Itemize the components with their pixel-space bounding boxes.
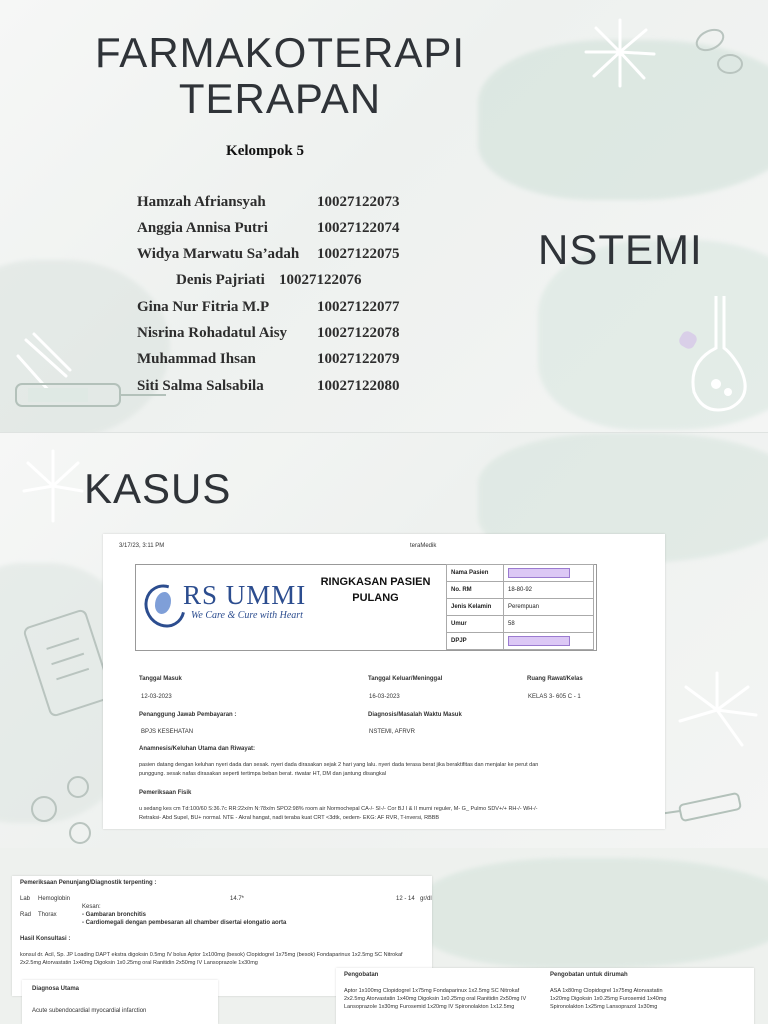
rad-finding: - Cardiomegali dengan pembesaran all chamber disertai elongatio aorta bbox=[82, 920, 287, 926]
diagnosis-heading: Diagnosa Utama bbox=[32, 986, 80, 992]
member-id: 10027122074 bbox=[317, 220, 400, 236]
pill-icon bbox=[690, 20, 750, 80]
title-slide bbox=[0, 0, 768, 432]
member-name: Gina Nur Fitria M.P bbox=[137, 299, 270, 315]
lab-unit: gr/dl bbox=[420, 896, 432, 902]
penanggung-value: BPJS KESEHATAN bbox=[141, 729, 194, 735]
hospital-tagline: We Care & Cure with Heart bbox=[191, 610, 303, 621]
table-row bbox=[447, 599, 594, 616]
lab-item: Hemoglobin bbox=[38, 896, 71, 902]
member-id: 10027122073 bbox=[317, 194, 400, 210]
lab-value: 14.7* bbox=[230, 896, 245, 902]
rad-label: Rad bbox=[20, 912, 32, 918]
hospital-name: RS UMMI bbox=[183, 580, 307, 610]
slide-title: KASUS bbox=[84, 465, 232, 512]
ruang-value: KELAS 3- 605 C - 1 bbox=[528, 694, 581, 700]
member-id: 10027122080 bbox=[317, 378, 400, 394]
watercolor-wash bbox=[420, 858, 768, 968]
redacted-field bbox=[508, 568, 570, 578]
diagnostic-heading: Pemeriksaan Penunjang/Diagnostik terpenting : bbox=[20, 880, 157, 886]
rumah-text: Spironolakton 1x25mg Lansoprazol 1x30mg bbox=[550, 1004, 658, 1010]
topic-title: NSTEMI bbox=[538, 226, 703, 273]
member-name: Anggia Annisa Putri bbox=[137, 220, 268, 236]
tanggal-masuk-label: Tanggal Masuk bbox=[139, 676, 182, 682]
info-label: DPJP bbox=[447, 633, 504, 650]
rumah-label: Pengobatan untuk dirumah bbox=[550, 972, 628, 978]
member-id: 10027122075 bbox=[317, 246, 400, 262]
summary-title bbox=[318, 574, 433, 606]
table-row bbox=[447, 565, 594, 582]
member-name: Siti Salma Salsabila bbox=[137, 378, 264, 394]
app-name: teraMedik bbox=[410, 543, 437, 549]
discharge-summary-document bbox=[103, 534, 665, 829]
lab-label: Lab bbox=[20, 896, 31, 902]
medication-document bbox=[336, 968, 754, 1024]
rumah-text: ASA 1x80mg Clopidogrel 1x75mg Atorvastatin bbox=[550, 988, 663, 994]
table-row bbox=[447, 616, 594, 633]
penanggung-label: Penanggung Jawab Pembayaran : bbox=[139, 712, 237, 718]
pill-icon bbox=[20, 769, 110, 849]
konsul-text: konsul dr. Acil, Sp. JP Loading DAPT ekstra digoksin 0.5mg IV bolus Aptor 1x100mg (besok) Clopidogrel 1x75mg (besok) Fondaparinux 1x2.5mg SC Nitrokaf bbox=[20, 952, 403, 958]
member-id: 10027122078 bbox=[317, 325, 400, 341]
pengobatan-text: 2x2.5mg Atorvastatin 1x40mg Digoksin 1x0.25mg oral Ranitidin 2x50mg IV bbox=[344, 996, 527, 1002]
case-slide bbox=[0, 432, 768, 849]
member-name: Muhammad Ihsan bbox=[137, 351, 256, 367]
diagnosis-value: Acute subendocardial myocardial infarction bbox=[32, 1008, 147, 1014]
info-value: 58 bbox=[504, 616, 594, 633]
diagnosis-value: NSTEMI, AFRVR bbox=[369, 729, 415, 735]
info-value: Perempuan bbox=[504, 599, 594, 616]
flask-icon bbox=[668, 292, 764, 422]
print-timestamp: 3/17/23, 3:11 PM bbox=[119, 543, 165, 549]
pengobatan-text: Aptor 1x100mg Clopidogrel 1x75mg Fondaparinux 1x2.5mg SC Nitrokaf bbox=[344, 988, 520, 994]
pemeriksaan-label: Pemeriksaan Fisik bbox=[139, 790, 192, 796]
konsul-label: Hasil Konsultasi : bbox=[20, 936, 71, 942]
table-row bbox=[447, 582, 594, 599]
info-label: Nama Pasien bbox=[447, 565, 504, 582]
summary-title-line: RINGKASAN PASIEN bbox=[320, 576, 431, 588]
anamnesis-text: punggung. sesak nafas dirasakan seperti tertimpa beban berat. riwatar HT, DM dan jantung disangkal bbox=[139, 771, 387, 777]
anamnesis-text: pasien datang dengan keluhan nyeri dada dan sesak. nyeri dada dirasakan sejak 2 hari yang lalu. nyeri dada terasa berat jika beraktifitas dan menjalar ke perut dan bbox=[139, 762, 539, 768]
dandelion-icon bbox=[580, 12, 660, 92]
pengobatan-label: Pengobatan bbox=[344, 972, 379, 978]
dandelion-icon bbox=[672, 665, 762, 755]
rumah-text: 1x20mg Digoksin 1x0.25mg Furosemid 1x40mg bbox=[550, 996, 667, 1002]
pemeriksaan-text: Retraksi- Abd Supel, BU+ normal. NTE - Akral hangat, nadi teraba kuat CRT <3dtk, oedem- EKG: AF RVR, T-inversi, RBBB bbox=[139, 815, 440, 821]
diagnosis-label: Diagnosis/Masalah Waktu Masuk bbox=[368, 712, 462, 718]
summary-title-line: PULANG bbox=[352, 592, 399, 604]
slide-title: FARMAKOTERAPI TERAPAN bbox=[94, 29, 466, 122]
info-value: 18-80-92 bbox=[504, 582, 594, 599]
patient-info-table bbox=[446, 564, 594, 650]
member-name: Hamzah Afriansyah bbox=[137, 194, 266, 210]
ruang-label: Ruang Rawat/Kelas bbox=[527, 676, 583, 682]
info-value bbox=[504, 565, 594, 582]
clipboard-icon bbox=[14, 603, 114, 733]
pengobatan-text: Lansoprazole 1x30mg Furosemid 1x20mg IV Spironolakton 1x12.5mg bbox=[344, 1004, 515, 1010]
member-id: 10027122079 bbox=[317, 351, 400, 367]
table-row bbox=[447, 633, 594, 650]
member-name: Nisrina Rohadatul Aisy bbox=[137, 325, 288, 341]
redacted-field bbox=[508, 636, 570, 646]
main-diagnosis-document bbox=[22, 980, 218, 1024]
tanggal-masuk-value: 12-03-2023 bbox=[141, 694, 172, 700]
tanggal-keluar-label: Tanggal Keluar/Meninggal bbox=[368, 676, 443, 682]
info-value bbox=[504, 633, 594, 650]
member-name: Denis Pajriati bbox=[176, 272, 265, 288]
tanggal-keluar-value: 16-03-2023 bbox=[369, 694, 400, 700]
pemeriksaan-text: u sedang kes cm Td:100/60 S:36.7c RR:22x/m N:78x/m SPO2:98% room air Normochepal CA-/- SI-/- Cor BJ I & II murni reguler, M- G_ Pulmo SDV+/+ RH-/- WH-/- bbox=[139, 806, 538, 812]
konsul-text: 2x2.5mg Atorvastatin 1x40mg Digoksin 1x0.25mg oral Ranitidin 2x50mg IV Lansoprazole 1x30mg bbox=[20, 960, 258, 966]
group-name: Kelompok 5 bbox=[226, 143, 304, 159]
lab-range: 12 - 14 bbox=[396, 896, 415, 902]
anamnesis-label: Anamnesis/Keluhan Utama dan Riwayat: bbox=[139, 746, 256, 752]
info-label: No. RM bbox=[447, 582, 504, 599]
rad-finding: - Gambaran bronchitis bbox=[82, 912, 147, 918]
dandelion-icon bbox=[18, 441, 88, 531]
member-id: 10027122077 bbox=[317, 299, 400, 315]
member-id: 10027122076 bbox=[279, 272, 362, 288]
info-label: Jenis Kelamin bbox=[447, 599, 504, 616]
member-name: Widya Marwatu Sa’adah bbox=[137, 246, 300, 262]
info-label: Umur bbox=[447, 616, 504, 633]
rad-kesan: Kesan: bbox=[82, 904, 101, 910]
rad-item: Thorax bbox=[38, 912, 57, 918]
syringe-icon bbox=[650, 783, 760, 833]
case-continued-slide bbox=[0, 848, 768, 1024]
